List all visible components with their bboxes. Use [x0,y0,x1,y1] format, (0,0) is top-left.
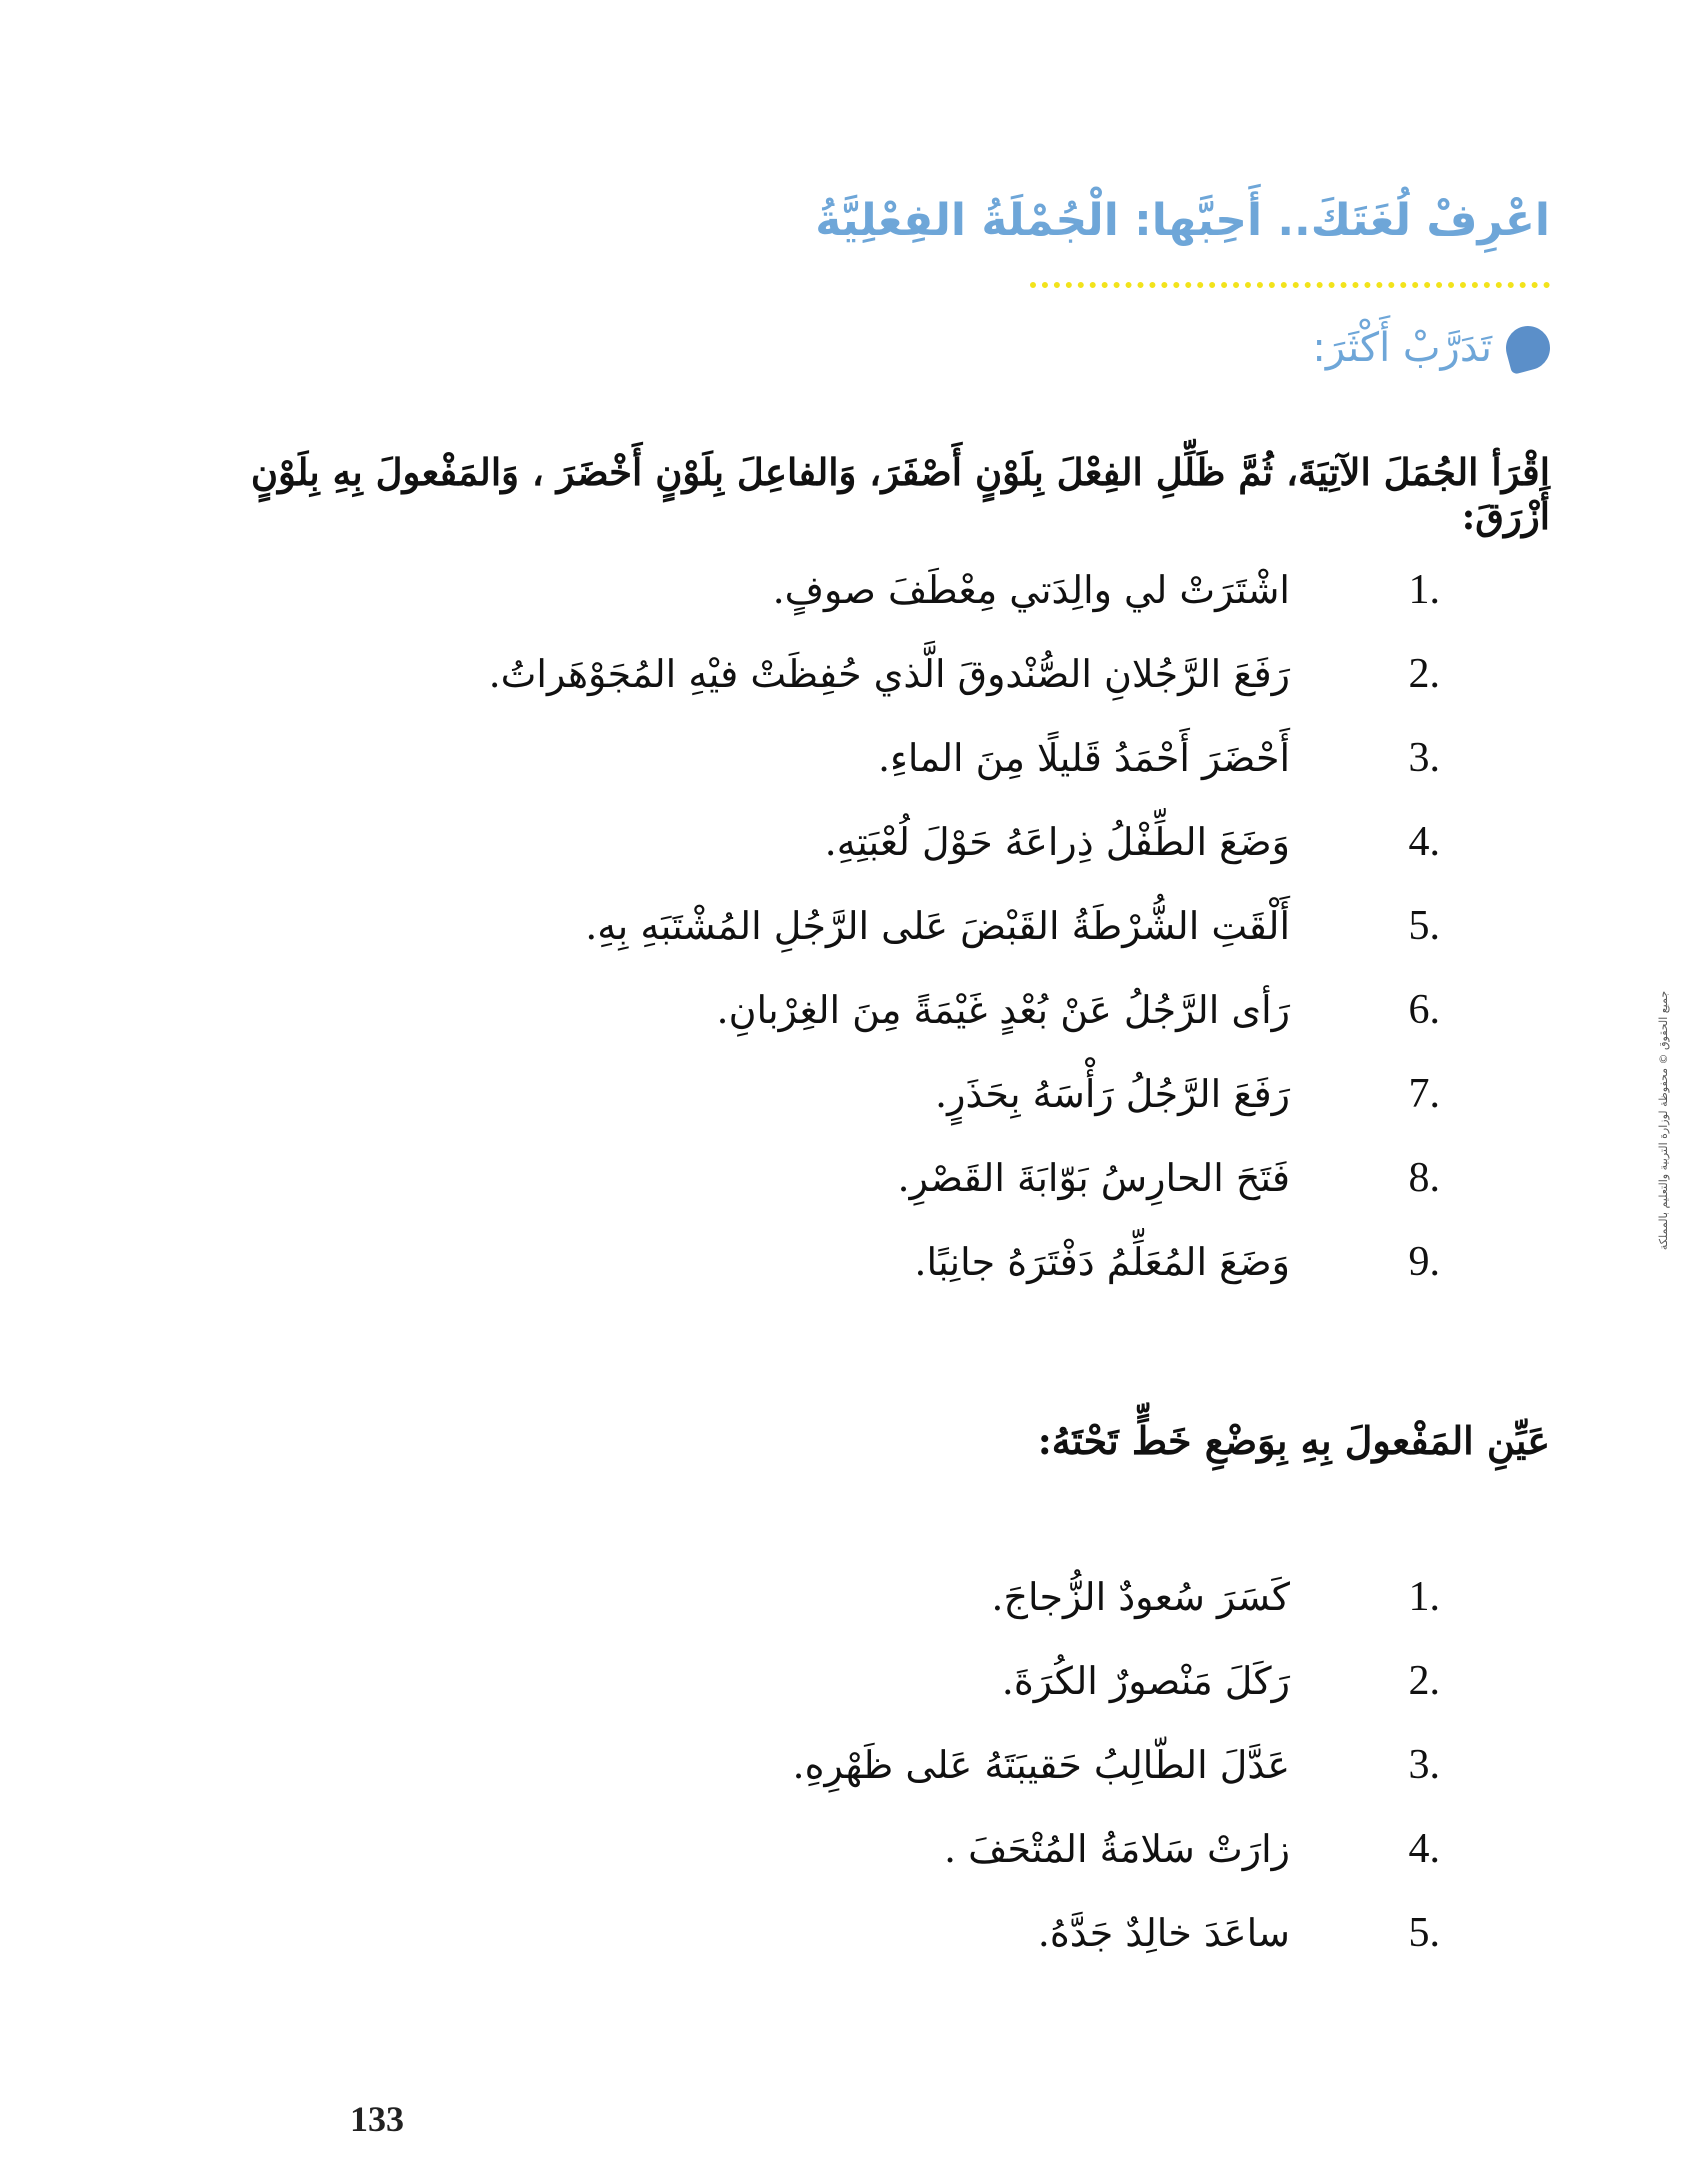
item-sentence: رَفَعَ الرَّجُلُ رَأْسَهُ بِحَذَرٍ. [935,1072,1290,1116]
item-number: 1. [1408,1574,1440,1620]
list-item [140,716,1440,800]
list-item [140,800,1440,884]
item-number: 9. [1408,1239,1440,1285]
item-sentence: وَضَعَ الطِّفْلُ ذِراعَهُ حَوْلَ لُعْبَتِهِ. [824,820,1290,864]
list-item [140,548,1440,632]
item-number: 5. [1408,903,1440,949]
list-item [140,1891,1440,1975]
list-item [140,1136,1440,1220]
page-title: اعْرِفْ لُغَتَكَ.. أَحِبَّها: الْجُمْلَةُ الفِعْلِيَّةُ [815,195,1550,246]
item-sentence: كَسَرَ سُعودٌ الزُّجاجَ. [991,1575,1290,1619]
page-number: 133 [350,2099,404,2139]
blue-leaf-bullet-icon [1501,321,1555,375]
item-number: 2. [1408,1658,1440,1704]
list-item [140,1807,1440,1891]
list-item [140,1639,1440,1723]
item-number: 2. [1408,651,1440,697]
list-item [140,1052,1440,1136]
item-sentence: اشْتَرَتْ لي والِدَتي مِعْطَفَ صوفٍ. [772,568,1290,612]
item-number: 4. [1408,819,1440,865]
copyright-side-note [1655,560,1673,1680]
list-item [140,1220,1440,1304]
item-number: 3. [1408,735,1440,781]
item-number: 4. [1408,1826,1440,1872]
item-sentence: رَأى الرَّجُلُ عَنْ بُعْدٍ غَيْمَةً مِنَ الغِرْبانِ. [716,988,1290,1032]
item-sentence: عَدَّلَ الطّالِبُ حَقيبَتَهُ عَلى ظَهْرِهِ. [792,1743,1290,1787]
item-number: 8. [1408,1155,1440,1201]
item-number: 7. [1408,1071,1440,1117]
list-item [140,1723,1440,1807]
item-sentence: رَكَلَ مَنْصورٌ الكُرَةَ. [1001,1659,1290,1703]
item-sentence: أَلْقَتِ الشُّرْطَةُ القَبْضَ عَلى الرَّجُلِ المُشْتَبَهِ بِهِ. [585,904,1290,948]
list-item [140,884,1440,968]
item-sentence: أَحْضَرَ أَحْمَدُ قَليلًا مِنَ الماءِ. [877,736,1290,780]
copyright-text: جميع الحقوق © محفوظة لوزارة التربية والتعليم بالمملكة [1657,990,1671,1250]
exercise-one-instruction: اقْرَأ الجُمَلَ الآتِيَةَ، ثُمَّ ظَلِّلِ الفِعْلَ بِلَوْنٍ أَصْفَرَ، وَالفاعِلَ بِلَوْنٍ أَخْضَرَ ، وَالمَفْعولَ بِهِ بِلَوْنٍ أَزْرَقَ: [250,450,1550,538]
exercise-two-list [140,1555,1440,1975]
item-number: 1. [1408,567,1440,613]
item-sentence: وَضَعَ المُعَلِّمُ دَفْتَرَهُ جانِبًا. [914,1240,1290,1284]
item-number: 3. [1408,1742,1440,1788]
item-sentence: رَفَعَ الرَّجُلانِ الصُّنْدوقَ الَّذي حُفِظَتْ فيْهِ المُجَوْهَراتُ. [488,652,1290,696]
section-label: تَدَرَّبْ أَكْثَرَ: [1312,325,1492,371]
item-number: 5. [1408,1910,1440,1956]
title-dotted-divider [1030,282,1550,288]
item-sentence: زارَتْ سَلامَةُ المُتْحَفَ . [943,1827,1290,1871]
list-item [140,1555,1440,1639]
list-item [140,632,1440,716]
exercise-two-instruction: عَيِّنِ المَفْعولَ بِهِ بِوَضْعِ خَطٍّ تَحْتَهُ: [1037,1418,1550,1463]
item-sentence: فَتَحَ الحارِسُ بَوّابَةَ القَصْرِ. [897,1156,1290,1200]
exercise-one-list [140,548,1440,1304]
item-sentence: ساعَدَ خالِدٌ جَدَّهُ. [1037,1911,1290,1955]
item-number: 6. [1408,987,1440,1033]
section-heading [1312,318,1550,378]
list-item [140,968,1440,1052]
